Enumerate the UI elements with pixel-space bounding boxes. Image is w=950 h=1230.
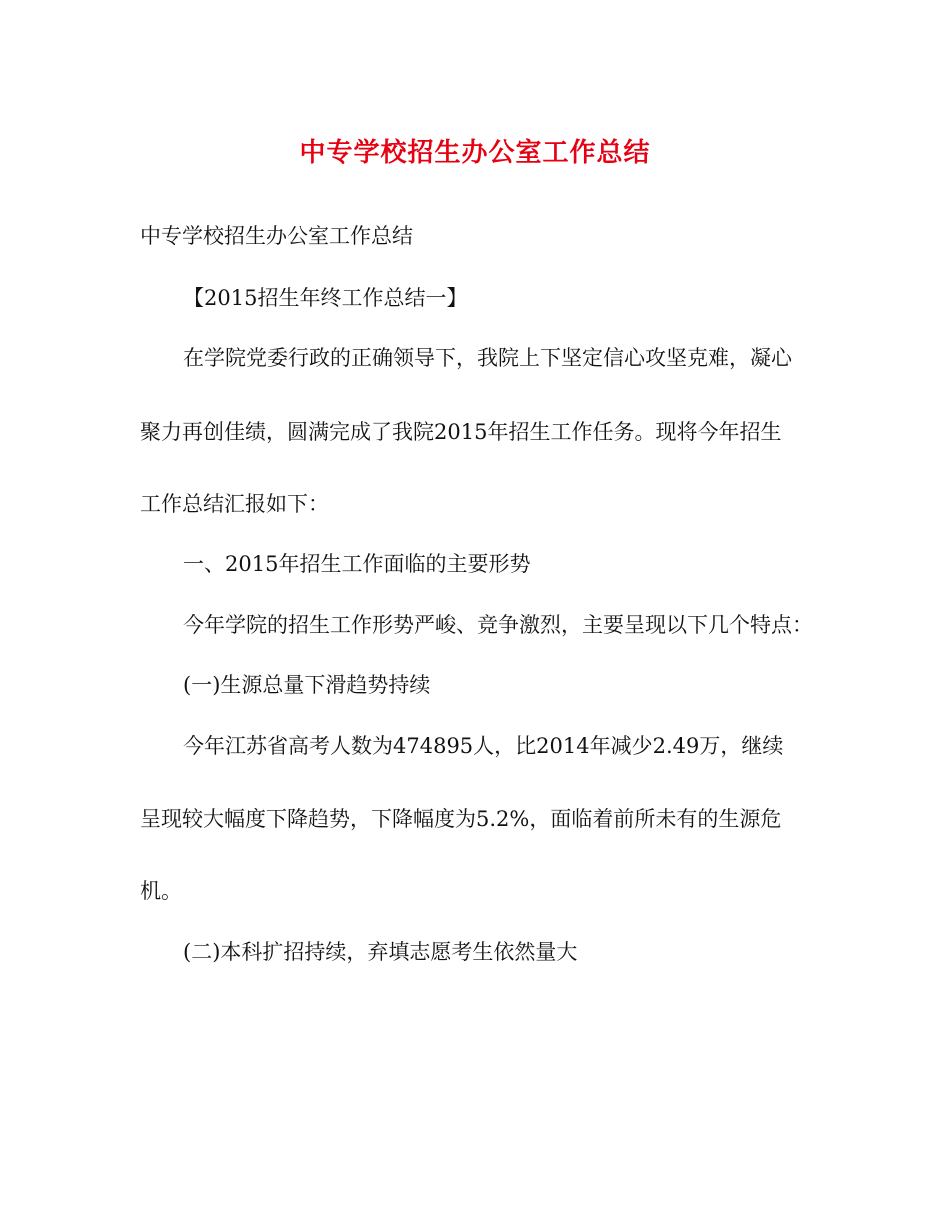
paragraph-line: 今年江苏省高考人数为474895人，比2014年减少2.49万，继续 bbox=[183, 734, 784, 758]
subsection-heading: (二)本科扩招持续，弃填志愿考生依然量大 bbox=[183, 940, 578, 964]
document-title: 中专学校招生办公室工作总结 bbox=[299, 138, 651, 168]
paragraph-line: 今年学院的招生工作形势严峻、竞争激烈，主要呈现以下几个特点： bbox=[183, 613, 813, 637]
paragraph-line: 在学院党委行政的正确领导下，我院上下坚定信心攻坚克难，凝心 bbox=[183, 346, 792, 370]
paragraph-line: 工作总结汇报如下： bbox=[140, 492, 329, 516]
section-heading: 一、2015年招生工作面临的主要形势 bbox=[183, 552, 531, 576]
subtitle-line: 中专学校招生办公室工作总结 bbox=[140, 224, 413, 248]
paragraph-line: 呈现较大幅度下降趋势，下降幅度为5.2%，面临着前所未有的生源危 bbox=[140, 807, 782, 831]
section-heading: 【2015招生年终工作总结一】 bbox=[183, 286, 468, 310]
paragraph-line: 机。 bbox=[140, 879, 182, 903]
paragraph-line: 聚力再创佳绩，圆满完成了我院2015年招生工作任务。现将今年招生 bbox=[140, 420, 782, 444]
subsection-heading: (一)生源总量下滑趋势持续 bbox=[183, 673, 431, 697]
